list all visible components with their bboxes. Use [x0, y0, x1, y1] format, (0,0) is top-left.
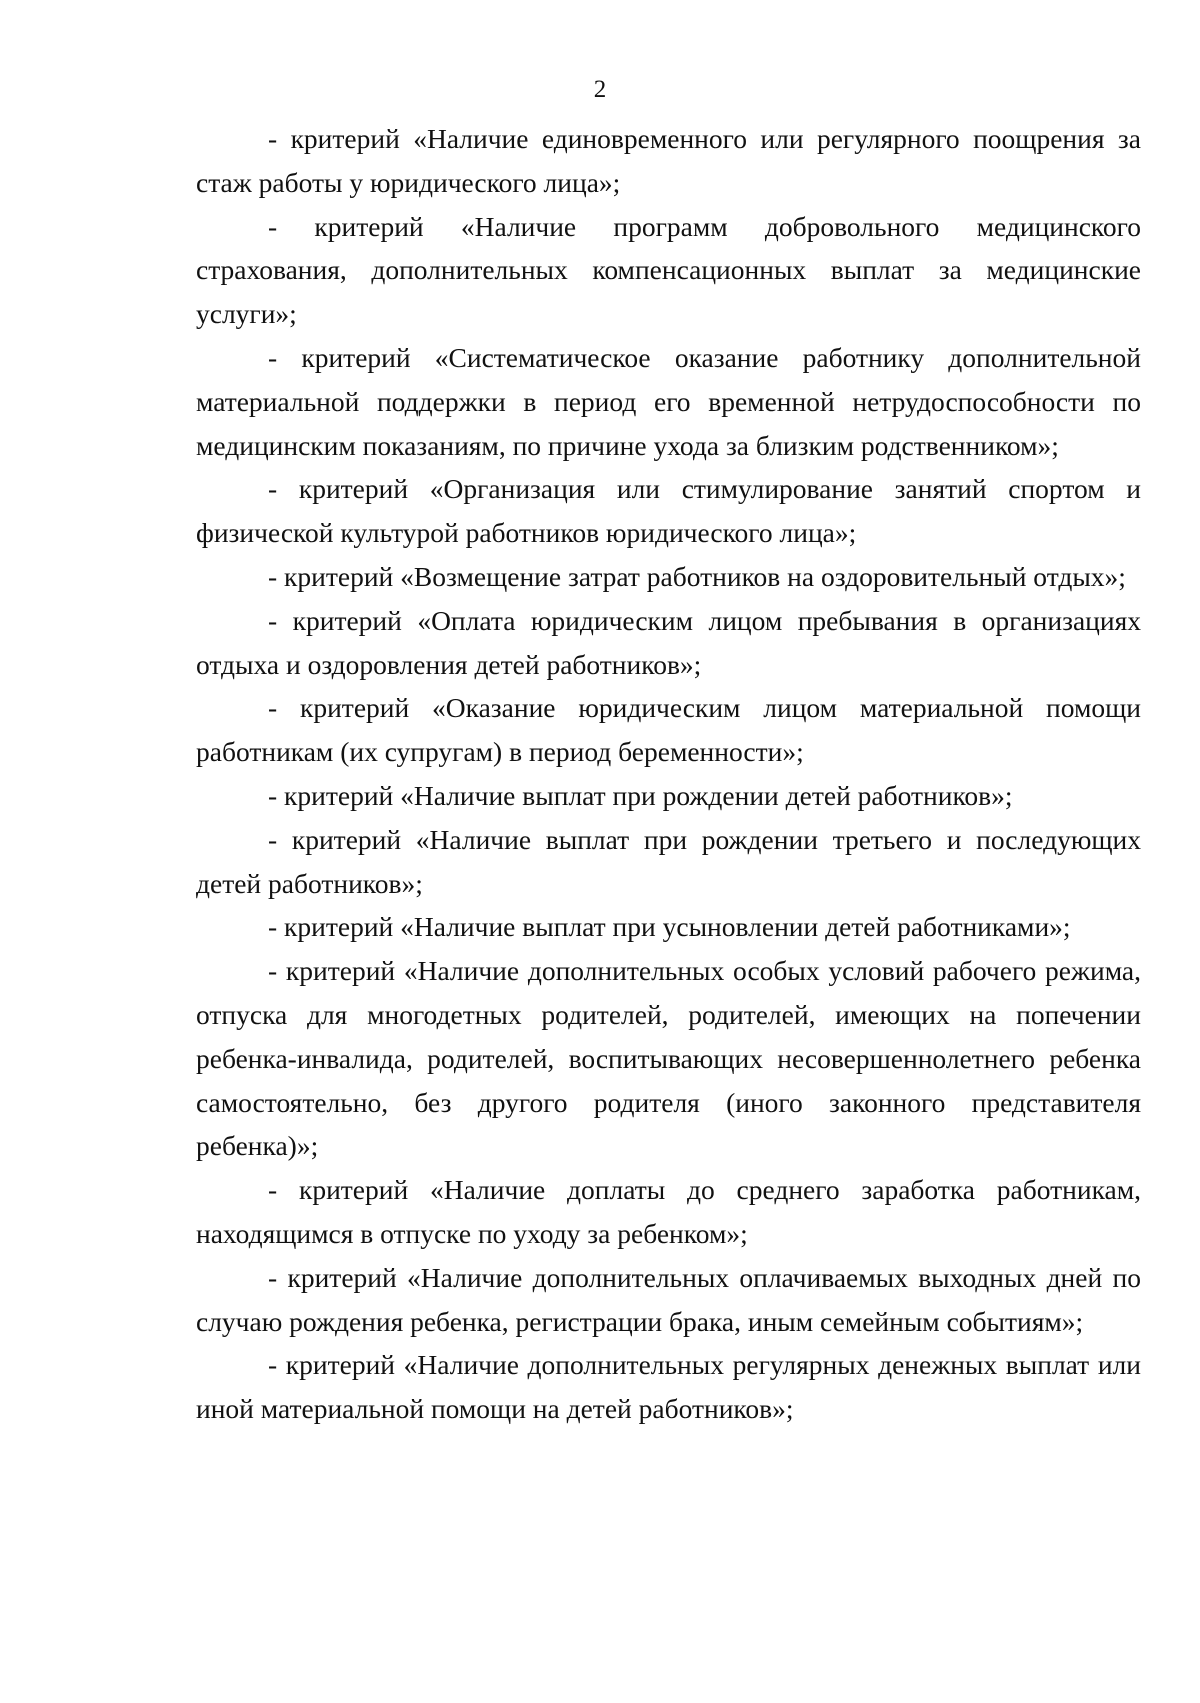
criterion-paragraph-4: - критерий «Организация или стимулирование занятий спортом и физической культурой работников юридического лица»; [196, 473, 1141, 549]
criterion-paragraph-8: - критерий «Наличие выплат при рождении детей работников»; [268, 779, 1013, 811]
criterion-paragraph-9: - критерий «Наличие выплат при рождении третьего и последующих детей работников»; [196, 823, 1141, 899]
criterion-paragraph-2: - критерий «Наличие программ добровольного медицинского страхования, дополнительных компенсационных выплат за медицинские услуги»; [196, 210, 1141, 330]
document-body [196, 117, 1141, 1431]
criterion-paragraph-12: - критерий «Наличие доплаты до среднего заработка работникам, находящимся в отпуске по уходу за ребенком»; [196, 1174, 1141, 1249]
criterion-paragraph-14: - критерий «Наличие дополнительных регулярных денежных выплат или иной материальной помощи на детей работников»; [196, 1349, 1141, 1425]
criterion-paragraph-3: - критерий «Систематическое оказание работнику дополнительной материальной поддержки в период его временной нетрудоспособности по медицинским показаниям, по причине ухода за близким родственником»; [196, 341, 1141, 461]
page-number: 2 [593, 76, 607, 103]
criterion-paragraph-10: - критерий «Наличие выплат при усыновлении детей работниками»; [268, 911, 1071, 943]
criterion-paragraph-7: - критерий «Оказание юридическим лицом материальной помощи работникам (их супругам) в период беременности»; [196, 692, 1141, 768]
criterion-paragraph-6: - критерий «Оплата юридическим лицом пребывания в организациях отдыха и оздоровления детей работников»; [196, 604, 1141, 680]
criterion-paragraph-11: - критерий «Наличие дополнительных особых условий рабочего режима, отпуска для многодетных родителей, родителей, имеющих на попечении ребенка-инвалида, родителей, воспитывающих несовершеннолетнего ребенка самостоятельно, без другого родителя (иного законного представителя ребенка)»; [196, 955, 1141, 1162]
criterion-paragraph-5: - критерий «Возмещение затрат работников на оздоровительный отдых»; [268, 560, 1126, 592]
criterion-paragraph-13: - критерий «Наличие дополнительных оплачиваемых выходных дней по случаю рождения ребенка, регистрации брака, иным семейным событиям»; [196, 1261, 1141, 1337]
criterion-paragraph-1: - критерий «Наличие единовременного или регулярного поощрения за стаж работы у юридического лица»; [196, 123, 1141, 198]
